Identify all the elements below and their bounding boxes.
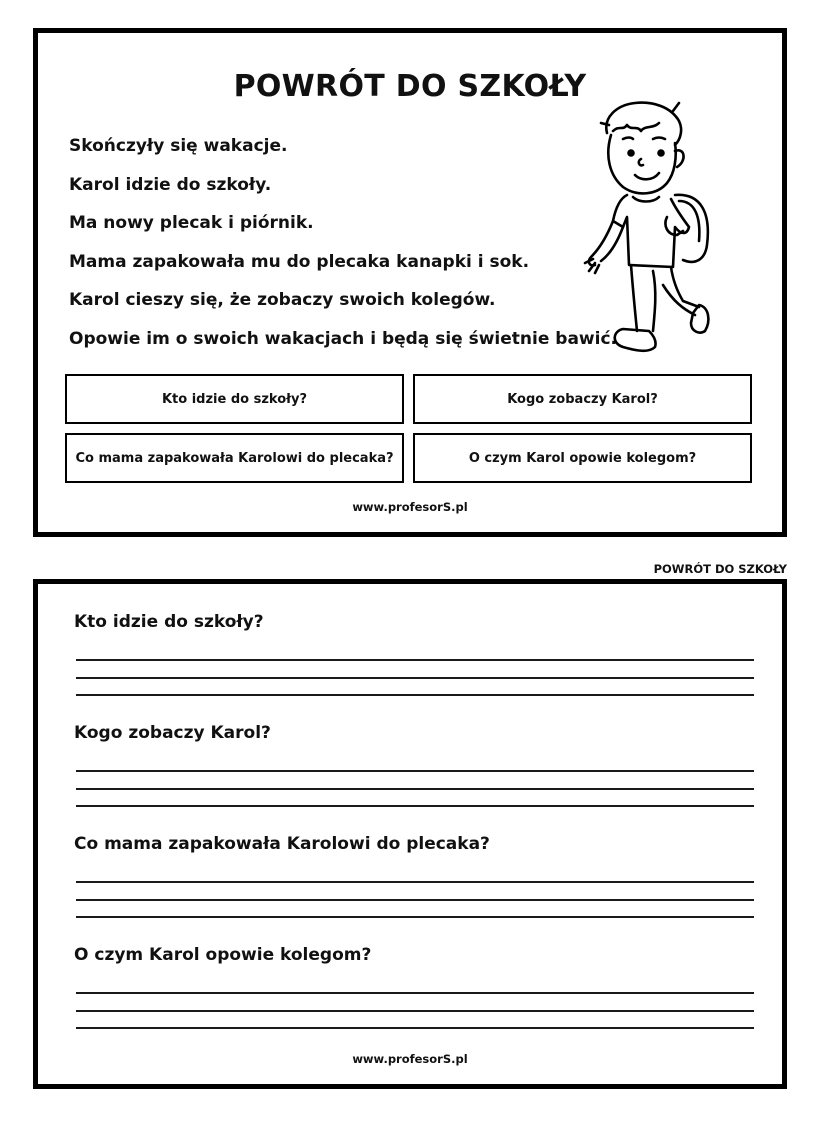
boy-with-backpack-illustration: [583, 95, 723, 365]
answer-line[interactable]: [76, 659, 754, 661]
answer-line[interactable]: [76, 694, 754, 696]
question-text: Co mama zapakowała Karolowi do plecaka?: [74, 834, 490, 854]
answer-line[interactable]: [76, 992, 754, 994]
answer-section: [74, 612, 754, 702]
answer-line[interactable]: [76, 677, 754, 679]
answer-line[interactable]: [76, 805, 754, 807]
story-line: Ma nowy plecak i piórnik.: [69, 213, 314, 234]
story-line: Opowie im o swoich wakacjach i będą się świetnie bawić.: [69, 328, 617, 349]
website-footer: www.profesorS.pl: [352, 500, 468, 514]
story-line: Skończyły się wakacje.: [69, 136, 288, 156]
question-text: O czym Karol opowie kolegom?: [74, 945, 372, 965]
answer-section: [74, 945, 754, 1035]
question-box: Kogo zobaczy Karol?: [413, 374, 752, 424]
answer-line[interactable]: [76, 1010, 754, 1012]
website-footer: www.profesorS.pl: [352, 1052, 468, 1066]
worksheet-title: POWRÓT DO SZKOŁY: [233, 69, 587, 104]
answer-section: [74, 723, 754, 813]
answer-line[interactable]: [76, 881, 754, 883]
question-text: Kto idzie do szkoły?: [74, 612, 264, 632]
question-box: Kto idzie do szkoły?: [65, 374, 404, 424]
answer-line[interactable]: [76, 1027, 754, 1029]
answer-line[interactable]: [76, 770, 754, 772]
story-line: Mama zapakowała mu do plecaka kanapki i sok.: [69, 251, 530, 272]
reading-card: [33, 28, 787, 537]
story-line: Karol cieszy się, że zobaczy swoich kolegów.: [69, 290, 496, 311]
answer-card: [33, 579, 787, 1089]
story-text: [69, 133, 617, 365]
answer-line[interactable]: [76, 899, 754, 901]
answer-line[interactable]: [76, 788, 754, 790]
answer-section: [74, 834, 754, 924]
question-box: O czym Karol opowie kolegom?: [413, 433, 752, 483]
answer-sheet-label: POWRÓT DO SZKOŁY: [653, 562, 787, 576]
question-box: Co mama zapakowała Karolowi do plecaka?: [65, 433, 404, 483]
story-line: Karol idzie do szkoły.: [69, 174, 272, 195]
question-text: Kogo zobaczy Karol?: [74, 723, 271, 743]
answer-line[interactable]: [76, 916, 754, 918]
